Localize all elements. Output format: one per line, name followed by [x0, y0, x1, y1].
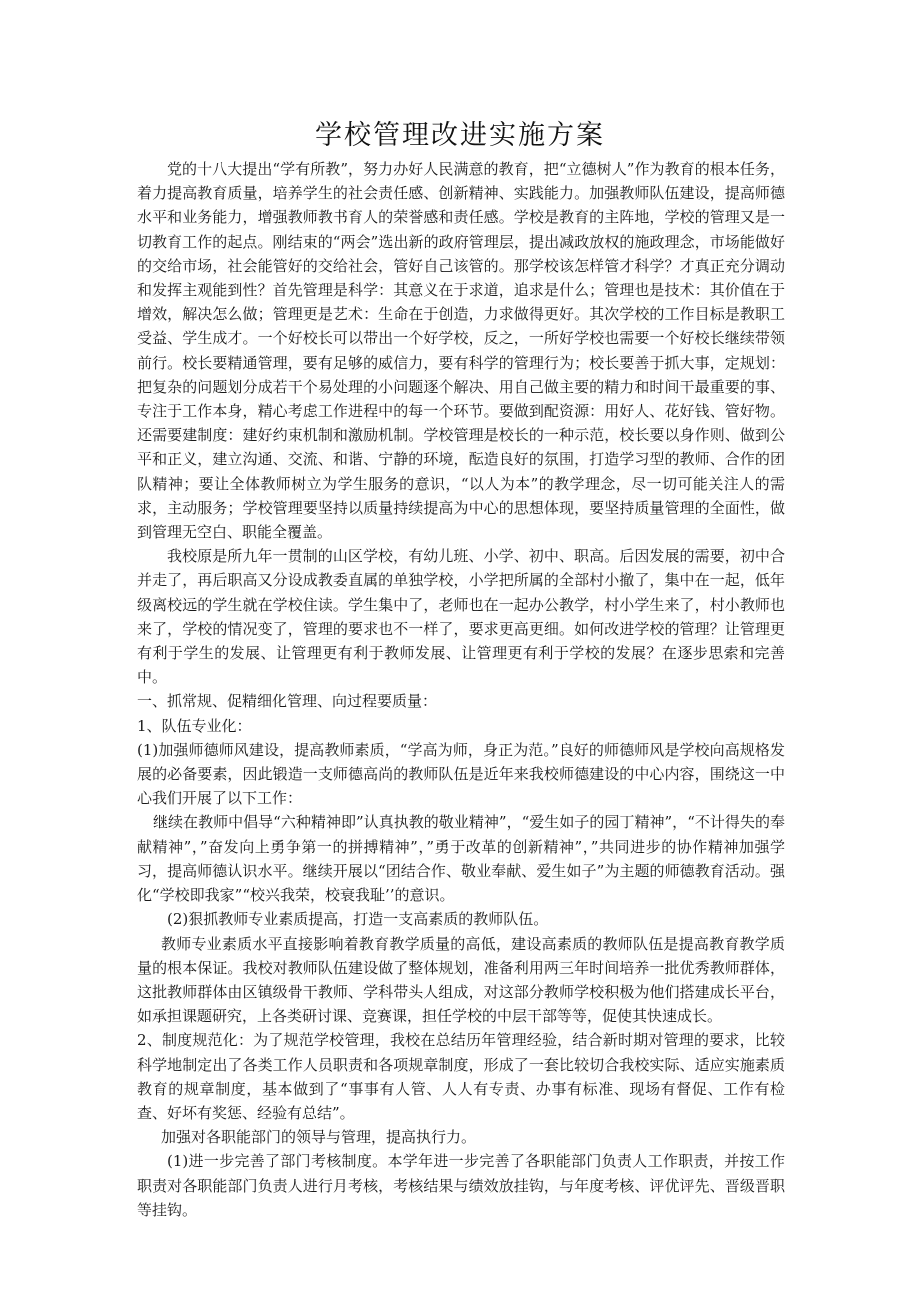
document-body	[137, 157, 785, 1222]
paragraph-assessment: (1)进一步完善了部门考核制度。本学年进一步完善了各职能部门负责人工作职责，并按工作职责对各职能部门负责人进行月考核，考核结果与绩效放挂钩，与年度考核、评优评先、晋级晋职等挂钩。	[137, 1152, 785, 1219]
paragraph-leadership: 加强对各职能部门的领导与管理，提高执行力。	[161, 1128, 477, 1147]
paragraph-professional-quality: 教师专业素质水平直接影响着教育教学质量的高低，建设高素质的教师队伍是提高教育教学质量的根本保证。我校对教师队伍建设做了整体规划，准备利用两三年时间培养一批优秀教师群体，这批教师群体由区镇级骨干教师、学科带头人组成，对这部分教师学校积极为他们搭建成长平台，如承担课题研究，上各类研讨课、竞赛课，担任学校的中层干部等等，促使其快速成长。	[137, 934, 785, 1026]
paragraph-school-background: 我校原是所九年一贯制的山区学校，有幼儿班、小学、初中、职高。后因发展的需要，初中合并走了，再后职高又分设成教委直属的单独学校，小学把所属的全部村小撤了，集中在一起，低年级离校远的学生就在学校住读。学生集中了，老师也在一起办公教学，村小学生来了，村小教师也来了，学校的情况变了，管理的要求也不一样了，要求更高更细。如何改进学校的管理？让管理更有利于学生的发展、让管理更有利于教师发展、让管理更有利于学校的发展？在逐步思索和完善中。	[137, 547, 785, 687]
subsection-heading-2: 2、制度规范化：为了规范学校管理，我校在总结历年管理经验，结合新时期对管理的要求，比较科学地制定出了各类工作人员职责和各项规章制度，形成了一套比较切合我校实际、适应实施素质教育的规章制度，基本做到了“事事有人管、人人有专责、办事有标准、现场有督促、工作有检查、好坏有奖惩、经验有总结”。	[137, 1031, 785, 1122]
section-heading-1: 一、抓常规、促精细化管理、向过程要质量：	[137, 692, 438, 711]
paragraph-intro: 党的十八大提出“学有所教”，努力办好人民满意的教育，把“立德树人”作为教育的根本任务，着力提高教育质量，培养学生的社会责任感、创新精神、实践能力。加强教师队伍建设，提高师德水平和业务能力，增强教师教书育人的荣誉感和责任感。学校是教育的主阵地，学校的管理又是一切教育工作的起点。刚结束的“两会”选出新的政府管理层，提出减政放权的施政理念，市场能做好的交给市场，社会能管好的交给社会，管好自己该管的。那学校该怎样管才科学？才真正充分调动和发挥主观能到性？首先管理是科学：其意义在于求道，追求是什么；管理也是技术：其价值在于增效，解决怎么做；管理更是艺术：生命在于创造，力求做得更好。其次学校的工作目标是教职工受益、学生成才。一个好校长可以带出一个好学校，反之，一所好学校也需要一个好校长继续带领前行。校长要精通管理，要有足够的威信力，要有科学的管理行为；校长要善于抓大事，定规划：把复杂的问题划分成若干个易处理的小问题逐个解决、用自己做主要的精力和时间干最重要的事、专注于工作本身，精心考虑工作进程中的每一个环节。要做到配资源：用好人、花好钱、管好物。还需要建制度：建好约束机制和激励机制。学校管理是校长的一种示范，校长要以身作则、做到公平和正义，建立沟通、交流、和谐、宁静的环境，酝造良好的氛围，打造学习型的教师、合作的团队精神；要让全体教师树立为学生服务的意识，“以人为本”的教学理念，尽一切可能关注人的需求，主动服务；学校管理要坚持以质量持续提高为中心的思想体现，要坚持质量管理的全面性，做到管理无空白、职能全覆盖。	[137, 160, 785, 542]
document-title: 学校管理改进实施方案	[315, 120, 605, 151]
paragraph-spirits: 继续在教师中倡导“六种精神即”认真执教的敬业精神”，“爱生如子的园丁精神”，“不计得失的奉献精神”，”奋发向上勇争第一的拼搏精神”，”勇于改革的创新精神”，”共同进步的协作精神加强学习，提高师德认识水平。继续开展以“团结合作、敬业奉献、爱生如子”为主题的师德教育活动。强化“学校即我家”“校兴我荣，校衰我耻’’的意识。	[137, 813, 785, 905]
paragraph-item-2: (2)狠抓教师专业素质提高，打造一支高素质的教师队伍。	[167, 910, 549, 929]
subsection-heading-1: 1、队伍专业化：	[137, 716, 252, 735]
paragraph-ethics: (1)加强师德师风建设，提高教师素质，“学高为师，身正为范。”良好的师德师风是学校向高规格发展的必备要素，因此锻造一支师德高尚的教师队伍是近年来我校师德建设的中心内容，围绕这一中心我们开展了以下工作：	[137, 740, 785, 808]
